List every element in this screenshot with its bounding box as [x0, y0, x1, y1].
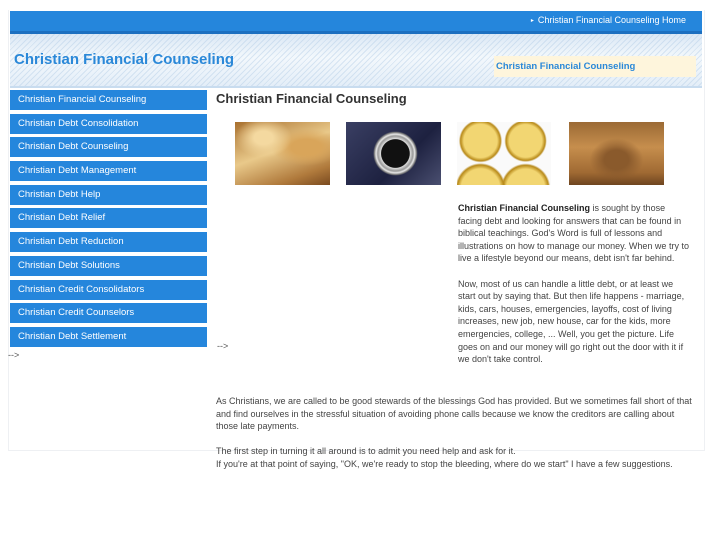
sidebar-nav [10, 90, 207, 351]
sidebar-item-debt-solutions[interactable]: Christian Debt Solutions [10, 256, 207, 276]
site-header [10, 34, 702, 88]
home-link[interactable] [531, 15, 686, 25]
body-p2-line-2: If you're at that point of saying, "OK, we're ready to stop the bleeding, where do we start" I have a few suggestions. [216, 458, 673, 469]
body-text [216, 395, 696, 483]
sidebar-item-financial-counseling[interactable]: Christian Financial Counseling [10, 90, 207, 110]
body-p2-line-1: The first step in turning it all around is to admit you need help and ask for it. [216, 446, 516, 457]
gold-coins-photo [457, 122, 551, 185]
sidebar-item-debt-settlement[interactable]: Christian Debt Settlement [10, 327, 207, 347]
home-link-label: Christian Financial Counseling Home [537, 15, 686, 25]
intro-text [458, 202, 690, 378]
site-title: Christian Financial Counseling [14, 51, 235, 68]
intro-bold-term: Christian Financial Counseling [458, 203, 591, 213]
header-highlight-box [494, 56, 696, 77]
body-paragraph-1: As Christians, we are called to be good stewards of the blessings God has provided. But we sometimes fall short of that and find ourselves in the stressful situation of avoiding phone calls because we know the creditors are calling about those late payments. [216, 396, 692, 432]
main-stray-text: --> [217, 341, 229, 351]
sidebar-item-credit-consolidators[interactable]: Christian Credit Consolidators [10, 280, 207, 300]
intro-paragraph-2: Now, most of us can handle a little debt, or at least we start out by saying that. But then life happens - marriage, kids, cars, houses, emergencies, layoffs, cost of living increases, new job, new house, car for the kids, more emergencies, college, ... Well, you get the picture. Life goes on and our money will go right out the door with it if we don't take control. [458, 278, 685, 365]
sidebar-item-debt-management[interactable]: Christian Debt Management [10, 161, 207, 181]
page-title: Christian Financial Counseling [216, 91, 407, 106]
sidebar-item-credit-counselors[interactable]: Christian Credit Counselors [10, 303, 207, 323]
coins-chart-photo [235, 122, 330, 185]
intro-p1-text: is sought by those facing debt and looking for answers that can be found in biblical teachings. God's Word is full of lessons and illustrations on how to manage our money. When we try to live a lifestyle beyond our means, debt isn't far behind. [458, 203, 689, 264]
lincoln-bill-photo [569, 122, 664, 185]
bullet-arrow-icon: ▸ [530, 18, 534, 24]
silver-coin-photo [346, 122, 441, 185]
sidebar-item-debt-counseling[interactable]: Christian Debt Counseling [10, 137, 207, 157]
sidebar-item-debt-relief[interactable]: Christian Debt Relief [10, 208, 207, 228]
sidebar-stray-text: --> [8, 350, 20, 360]
intro-paragraph-1 [458, 202, 690, 265]
header-box-label: Christian Financial Counseling [496, 61, 636, 72]
top-nav-bar [10, 11, 702, 34]
body-paragraph-2 [216, 445, 696, 470]
sidebar-item-debt-reduction[interactable]: Christian Debt Reduction [10, 232, 207, 252]
sidebar-item-debt-help[interactable]: Christian Debt Help [10, 185, 207, 205]
sidebar-item-debt-consolidation[interactable]: Christian Debt Consolidation [10, 114, 207, 134]
